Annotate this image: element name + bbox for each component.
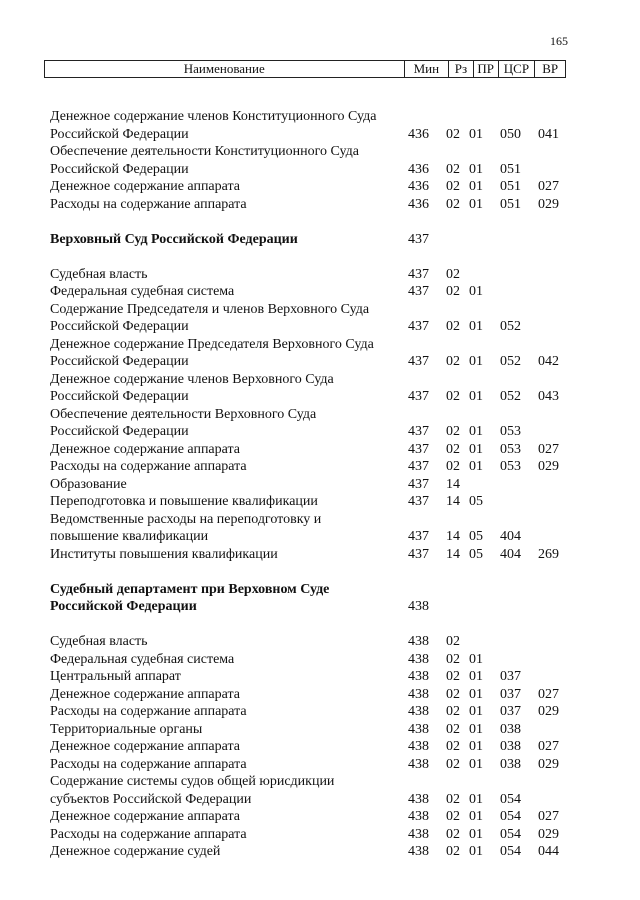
row-vr: 029	[538, 704, 559, 719]
row-csr: 052	[500, 354, 521, 369]
row-min: 438	[408, 669, 429, 684]
row-name: Федеральная судебная система	[50, 284, 235, 299]
table-row	[0, 423, 640, 441]
row-csr: 053	[500, 441, 521, 457]
row-csr: 038	[500, 756, 521, 772]
row-name: субъектов Российской Федерации	[50, 791, 252, 807]
row-pr: 01	[469, 669, 483, 684]
row-csr: 053	[500, 459, 521, 474]
table-row	[0, 161, 640, 179]
table-row	[0, 686, 640, 704]
row-name: Верховный Суд Российской Федерации	[50, 231, 298, 247]
table-row	[0, 738, 640, 756]
row-csr: 052	[500, 319, 521, 334]
row-rz: 02	[446, 319, 460, 334]
table-row	[0, 581, 640, 599]
table-row	[0, 826, 640, 844]
row-vr: 027	[538, 686, 559, 702]
row-rz: 02	[446, 424, 460, 439]
row-name: Институты повышения квалификации	[50, 546, 278, 562]
row-name: Обеспечение деятельности Верховного Суда	[50, 406, 317, 422]
table-row	[0, 178, 640, 196]
row-name: Расходы на содержание аппарата	[50, 459, 247, 474]
row-rz: 02	[446, 809, 460, 824]
row-vr: 029	[538, 756, 559, 772]
row-min: 438	[408, 756, 429, 772]
row-name: Обеспечение деятельности Конституционного Суда	[50, 144, 359, 159]
row-name: Российской Федерации	[50, 599, 197, 614]
row-rz: 02	[446, 196, 460, 212]
row-min: 437	[408, 231, 429, 247]
table-body	[0, 108, 640, 861]
header-vr: ВР	[534, 61, 565, 77]
row-name: Денежное содержание членов Конституционного Суда	[50, 109, 377, 124]
row-csr: 054	[500, 844, 521, 859]
row-pr: 01	[469, 424, 483, 439]
table-row	[0, 126, 640, 144]
row-csr: 050	[500, 126, 521, 142]
row-name: Денежное содержание аппарата	[50, 809, 241, 824]
table-row	[0, 336, 640, 354]
row-rz: 02	[446, 634, 460, 649]
row-name: Российской Федерации	[50, 389, 189, 404]
table-row	[0, 651, 640, 669]
row-vr: 027	[538, 809, 559, 824]
row-csr: 053	[500, 424, 521, 439]
row-min: 437	[408, 284, 429, 299]
row-rz: 02	[446, 441, 460, 457]
row-pr: 01	[469, 844, 483, 859]
row-pr: 01	[469, 284, 483, 299]
row-pr: 01	[469, 809, 483, 824]
table-row	[0, 318, 640, 336]
row-rz: 14	[446, 476, 460, 492]
row-rz: 02	[446, 844, 460, 859]
table-row	[0, 476, 640, 494]
row-vr: 027	[538, 739, 559, 754]
row-min: 437	[408, 266, 429, 282]
row-rz: 02	[446, 721, 460, 737]
row-rz: 02	[446, 704, 460, 719]
row-pr: 01	[469, 459, 483, 474]
row-pr: 01	[469, 756, 483, 772]
row-min: 438	[408, 791, 429, 807]
table-row	[0, 773, 640, 791]
row-min: 437	[408, 546, 429, 562]
row-rz: 02	[446, 686, 460, 702]
table-row	[0, 231, 640, 249]
table-row	[0, 301, 640, 319]
row-name: Денежное содержание аппарата	[50, 686, 241, 702]
table-row	[0, 458, 640, 476]
row-min: 437	[408, 424, 429, 439]
row-csr: 404	[500, 546, 521, 562]
page-number: 165	[550, 34, 568, 48]
row-csr: 037	[500, 704, 521, 719]
row-name: Центральный аппарат	[50, 669, 181, 684]
row-name: Судебный департамент при Верховном Суде	[50, 581, 330, 597]
row-name: Содержание Председателя и членов Верховного Суда	[50, 301, 370, 317]
row-name: Расходы на содержание аппарата	[50, 756, 247, 772]
row-min: 437	[408, 476, 429, 492]
row-name: Российской Федерации	[50, 319, 189, 334]
row-vr: 044	[538, 844, 559, 859]
row-name: Ведомственные расходы на переподготовку и	[50, 511, 322, 527]
table-header	[44, 60, 566, 78]
row-vr: 029	[538, 826, 559, 842]
row-spacer	[0, 563, 640, 581]
row-vr: 043	[538, 389, 559, 404]
row-min: 437	[408, 319, 429, 334]
row-name: Денежное содержание аппарата	[50, 441, 241, 457]
row-pr: 01	[469, 161, 483, 177]
row-rz: 02	[446, 179, 460, 194]
row-name: Денежное содержание Председателя Верховного Суда	[50, 336, 374, 352]
row-vr: 269	[538, 546, 559, 562]
row-name: Расходы на содержание аппарата	[50, 704, 247, 719]
row-rz: 02	[446, 739, 460, 754]
row-min: 438	[408, 826, 429, 842]
table-row	[0, 756, 640, 774]
table-row	[0, 808, 640, 826]
table-row	[0, 633, 640, 651]
row-min: 438	[408, 844, 429, 859]
row-spacer	[0, 616, 640, 634]
table-row	[0, 703, 640, 721]
row-name: Денежное содержание членов Верховного Суда	[50, 371, 334, 387]
table-row	[0, 511, 640, 529]
header-name: Наименование	[183, 61, 265, 76]
row-min: 437	[408, 494, 429, 509]
row-name: Переподготовка и повышение квалификации	[50, 494, 318, 509]
row-pr: 01	[469, 354, 483, 369]
row-name: Содержание системы судов общей юрисдикции	[50, 774, 335, 789]
row-rz: 02	[446, 669, 460, 684]
table-row	[0, 441, 640, 459]
row-name: Образование	[50, 476, 127, 492]
row-rz: 02	[446, 284, 460, 299]
row-pr: 01	[469, 791, 483, 807]
row-pr: 01	[469, 319, 483, 334]
row-csr: 054	[500, 791, 521, 807]
row-min: 437	[408, 441, 429, 457]
row-csr: 051	[500, 161, 521, 177]
row-pr: 01	[469, 651, 483, 667]
row-min: 437	[408, 354, 429, 369]
row-name: Денежное содержание аппарата	[50, 739, 241, 754]
table-row	[0, 546, 640, 564]
table-row	[0, 108, 640, 126]
row-name: Российской Федерации	[50, 354, 189, 369]
row-rz: 02	[446, 161, 460, 177]
row-spacer	[0, 213, 640, 231]
table-row	[0, 598, 640, 616]
row-rz: 02	[446, 354, 460, 369]
table-row	[0, 791, 640, 809]
row-min: 438	[408, 809, 429, 824]
row-pr: 01	[469, 739, 483, 754]
row-rz: 02	[446, 459, 460, 474]
table-row	[0, 283, 640, 301]
table-row	[0, 266, 640, 284]
table-row	[0, 371, 640, 389]
row-pr: 01	[469, 704, 483, 719]
row-csr: 051	[500, 196, 521, 212]
row-min: 438	[408, 739, 429, 754]
row-name: Расходы на содержание аппарата	[50, 196, 247, 212]
row-rz: 02	[446, 756, 460, 772]
row-min: 436	[408, 161, 429, 177]
row-min: 438	[408, 651, 429, 667]
row-csr: 037	[500, 669, 521, 684]
row-name: Территориальные органы	[50, 721, 203, 737]
row-pr: 05	[469, 494, 483, 509]
row-pr: 01	[469, 179, 483, 194]
row-vr: 042	[538, 354, 559, 369]
table-row	[0, 406, 640, 424]
row-spacer	[0, 248, 640, 266]
row-pr: 01	[469, 126, 483, 142]
row-rz: 14	[446, 529, 460, 544]
row-pr: 01	[469, 826, 483, 842]
row-name: Российской Федерации	[50, 126, 189, 142]
row-min: 438	[408, 704, 429, 719]
row-csr: 051	[500, 179, 521, 194]
row-csr: 038	[500, 721, 521, 737]
row-name: Федеральная судебная система	[50, 651, 235, 667]
table-row	[0, 143, 640, 161]
row-pr: 01	[469, 389, 483, 404]
row-name: Судебная власть	[50, 266, 148, 282]
row-name: Расходы на содержание аппарата	[50, 826, 247, 842]
table-row	[0, 843, 640, 861]
row-min: 436	[408, 126, 429, 142]
row-rz: 02	[446, 389, 460, 404]
row-pr: 01	[469, 721, 483, 737]
row-rz: 14	[446, 546, 460, 562]
row-min: 438	[408, 599, 429, 614]
header-pr: ПР	[473, 61, 498, 77]
row-pr: 01	[469, 686, 483, 702]
row-vr: 041	[538, 126, 559, 142]
row-vr: 029	[538, 196, 559, 212]
row-rz: 02	[446, 826, 460, 842]
row-rz: 02	[446, 651, 460, 667]
row-min: 438	[408, 686, 429, 702]
row-min: 437	[408, 459, 429, 474]
header-min: Мин	[404, 61, 449, 77]
row-min: 438	[408, 721, 429, 737]
row-name: Денежное содержание судей	[50, 844, 221, 859]
table-row	[0, 528, 640, 546]
row-name: Денежное содержание аппарата	[50, 179, 241, 194]
row-csr: 404	[500, 529, 521, 544]
row-pr: 01	[469, 196, 483, 212]
row-name: Российской Федерации	[50, 424, 189, 439]
row-name: Российской Федерации	[50, 161, 189, 177]
table-row	[0, 196, 640, 214]
row-name: Судебная власть	[50, 634, 148, 649]
row-csr: 054	[500, 809, 521, 824]
header-csr: ЦСР	[498, 61, 535, 77]
row-csr: 037	[500, 686, 521, 702]
row-vr: 029	[538, 459, 559, 474]
table-row	[0, 388, 640, 406]
row-rz: 02	[446, 126, 460, 142]
table-row	[0, 668, 640, 686]
row-min: 438	[408, 634, 429, 649]
row-rz: 14	[446, 494, 460, 509]
row-name: повышение квалификации	[50, 529, 209, 544]
row-csr: 054	[500, 826, 521, 842]
table-row	[0, 493, 640, 511]
row-min: 437	[408, 389, 429, 404]
row-pr: 01	[469, 441, 483, 457]
header-rz: Рз	[448, 61, 473, 77]
row-min: 436	[408, 179, 429, 194]
row-min: 436	[408, 196, 429, 212]
row-csr: 038	[500, 739, 521, 754]
row-pr: 05	[469, 546, 483, 562]
table-row	[0, 721, 640, 739]
row-rz: 02	[446, 791, 460, 807]
row-rz: 02	[446, 266, 460, 282]
row-pr: 05	[469, 529, 483, 544]
row-min: 437	[408, 529, 429, 544]
row-csr: 052	[500, 389, 521, 404]
row-vr: 027	[538, 179, 559, 194]
table-row	[0, 353, 640, 371]
row-vr: 027	[538, 441, 559, 457]
